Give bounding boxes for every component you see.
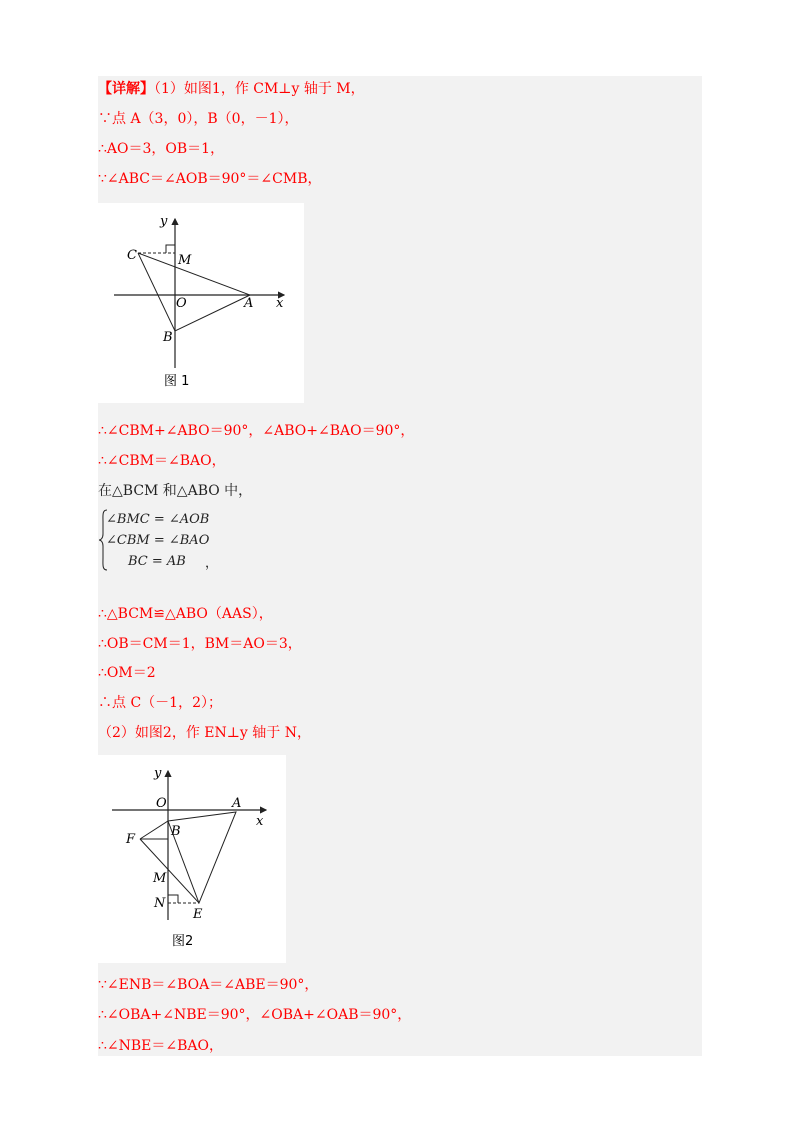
figure-1-caption: 图 1 (164, 374, 190, 389)
line-text: （1）如图1，作 CM⊥y 轴于 M， (154, 81, 365, 97)
right-angle-mark (166, 245, 175, 253)
solution-line-6: ∴∠CBM＝∠BAO， (98, 453, 226, 469)
solution-line-9: ∴OB＝CM＝1，BM＝AO＝3， (98, 636, 302, 652)
label-y: y (154, 766, 162, 781)
system-row-3: BC = AB (128, 554, 186, 569)
label-a: A (244, 296, 254, 311)
label-m: M (178, 253, 192, 268)
figure-2-caption: 图2 (172, 934, 194, 949)
solution-line-1 (98, 80, 365, 98)
right-angle-mark (168, 895, 178, 903)
label-o: O (156, 796, 167, 811)
solution-line-8: ∴△BCM≌△ABO（AAS）， (98, 606, 273, 622)
label-o: O (176, 296, 187, 311)
solution-line-7: 在△BCM 和△ABO 中， (98, 483, 253, 499)
solution-line-12: （2）如图2，作 EN⊥y 轴于 N， (98, 725, 311, 741)
system-trailing-comma: ， (205, 556, 219, 571)
label-a: A (232, 796, 242, 811)
figure-1 (98, 203, 304, 403)
label-b: B (163, 330, 173, 345)
solution-line-13: ∵∠ENB＝∠BOA＝∠ABE＝90°， (98, 977, 319, 993)
quad-fbae (140, 812, 236, 903)
system-row-1: ∠BMC = ∠AOB (106, 512, 210, 527)
solution-line-5: ∴∠CBM+∠ABO＝90°，∠ABO+∠BAO＝90°， (98, 423, 415, 439)
label-e: E (193, 907, 203, 922)
solution-line-4: ∵∠ABC＝∠AOB＝90°＝∠CMB， (98, 171, 322, 187)
label-c: C (127, 248, 137, 263)
label-y: y (160, 214, 168, 229)
solution-line-11: ∴点 C（－1，2）； (98, 695, 222, 711)
detail-tag: 【详解】 (98, 81, 154, 97)
solution-line-10: ∴OM＝2 (98, 665, 156, 681)
label-n: N (154, 896, 166, 911)
label-f: F (126, 832, 136, 847)
solution-line-15: ∴∠NBE＝∠BAO， (98, 1038, 224, 1054)
label-x: x (276, 296, 284, 311)
label-m: M (153, 871, 167, 886)
system-row-2: ∠CBM = ∠BAO (106, 533, 210, 548)
triangle-abc (138, 253, 250, 331)
figure-2 (98, 755, 286, 963)
solution-line-2: ∵点 A（3，0），B（0，－1）， (98, 111, 299, 127)
label-b: B (171, 824, 181, 839)
label-x: x (256, 814, 264, 829)
solution-line-3: ∴AO＝3，OB＝1， (98, 141, 225, 157)
solution-line-14: ∴∠OBA+∠NBE＝90°，∠OBA+∠OAB＝90°， (98, 1007, 412, 1023)
